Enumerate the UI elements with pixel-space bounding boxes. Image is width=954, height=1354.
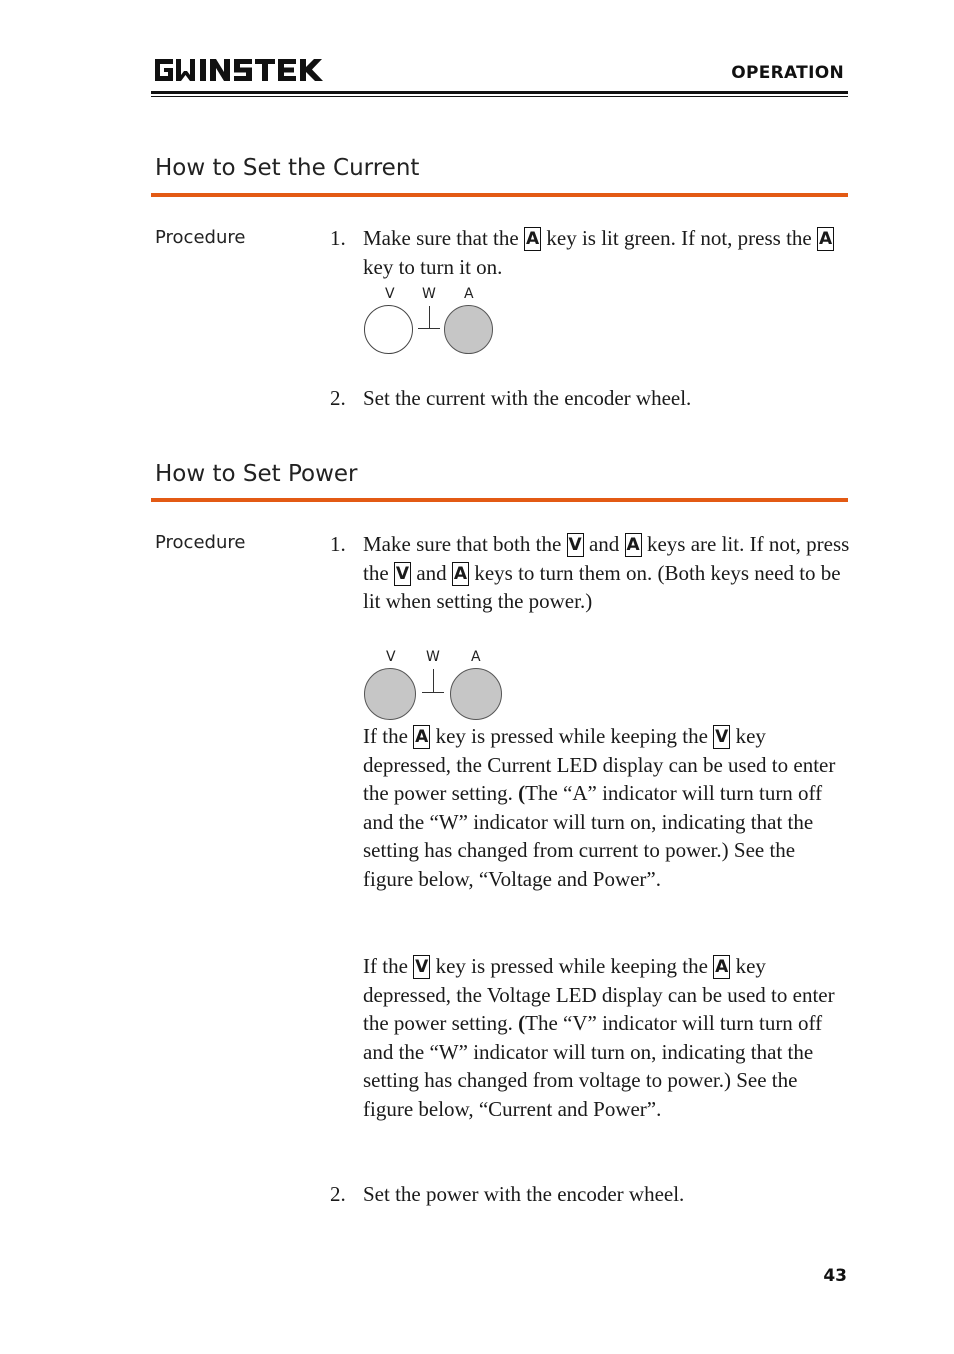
header-section-label: OPERATION xyxy=(731,63,844,83)
v-key-button-unlit xyxy=(364,305,413,354)
indicator-connector xyxy=(429,306,430,328)
power-step-1 xyxy=(330,530,850,616)
v-key-label: V xyxy=(568,535,582,555)
v-key-label: V xyxy=(395,563,410,584)
indicator-v-label: V xyxy=(385,286,395,302)
step-text: Set the power with the encoder wheel. xyxy=(363,1182,685,1206)
power-step-2 xyxy=(330,1180,850,1209)
a-key-label: A xyxy=(626,535,640,555)
a-key-label: A xyxy=(715,957,729,977)
current-step-2 xyxy=(330,384,850,413)
a-key-label: A xyxy=(525,229,540,249)
step-number: 1. xyxy=(330,226,346,250)
indicator-v-label: V xyxy=(386,649,396,665)
v-key-label: V xyxy=(715,727,729,747)
indicator-connector xyxy=(433,669,434,692)
a-key-label: A xyxy=(818,229,833,249)
header-rule-thin xyxy=(151,96,848,97)
step-text: Set the current with the encoder wheel. xyxy=(363,386,692,410)
section-divider-power xyxy=(151,498,848,502)
step-number: 2. xyxy=(330,1182,346,1206)
indicator-w-label: W xyxy=(422,286,436,302)
a-key-label: A xyxy=(415,727,429,747)
v-key-label: V xyxy=(415,957,429,977)
step-text: Make sure that the A key is lit green. If not, press the A key to turn it on. xyxy=(363,226,833,279)
section-title-current: How to Set the Current xyxy=(155,155,420,181)
step-text: Make sure that both the V and A keys are lit. If not, press the V and A keys to turn them on. (Both keys need to be lit when setting the power.) xyxy=(363,532,850,613)
indicator-w-label: W xyxy=(426,649,440,665)
indicator-a-label: A xyxy=(471,649,481,665)
indicator-connector xyxy=(422,692,444,693)
section-title-power: How to Set Power xyxy=(155,461,358,487)
section-divider-current xyxy=(151,193,848,197)
v-key-button-lit xyxy=(364,668,416,720)
indicator-connector xyxy=(418,328,440,329)
a-key-label: A xyxy=(453,563,468,584)
step-number: 2. xyxy=(330,386,346,410)
gw-instek-logo xyxy=(153,57,325,83)
a-key-button-lit xyxy=(444,305,493,354)
procedure-label-current: Procedure xyxy=(155,227,246,248)
page-number: 43 xyxy=(823,1266,847,1286)
header-rule-thick xyxy=(151,91,848,94)
current-step-1 xyxy=(330,224,850,281)
indicator-a-label: A xyxy=(464,286,474,302)
a-key-button-lit xyxy=(450,668,502,720)
step-number: 1. xyxy=(330,532,346,556)
power-paragraph-voltage-to-power: If the V key is pressed while keeping the A key depressed, the Voltage LED display can be used to enter the power setting. (The “V” indicator will turn turn off and the “W” indicator will turn on, indicating that the setting has changed from voltage to power.) See the figure below, “Current and Power”. xyxy=(363,954,835,1121)
power-paragraph-current-to-power: If the A key is pressed while keeping the V key depressed, the Current LED display can be used to enter the power setting. (The “A” indicator will turn turn off and the “W” indicator will turn on, indicating that the setting has changed from current to power.) See the figure below, “Voltage and Power”. xyxy=(363,724,836,891)
procedure-label-power: Procedure xyxy=(155,532,246,553)
